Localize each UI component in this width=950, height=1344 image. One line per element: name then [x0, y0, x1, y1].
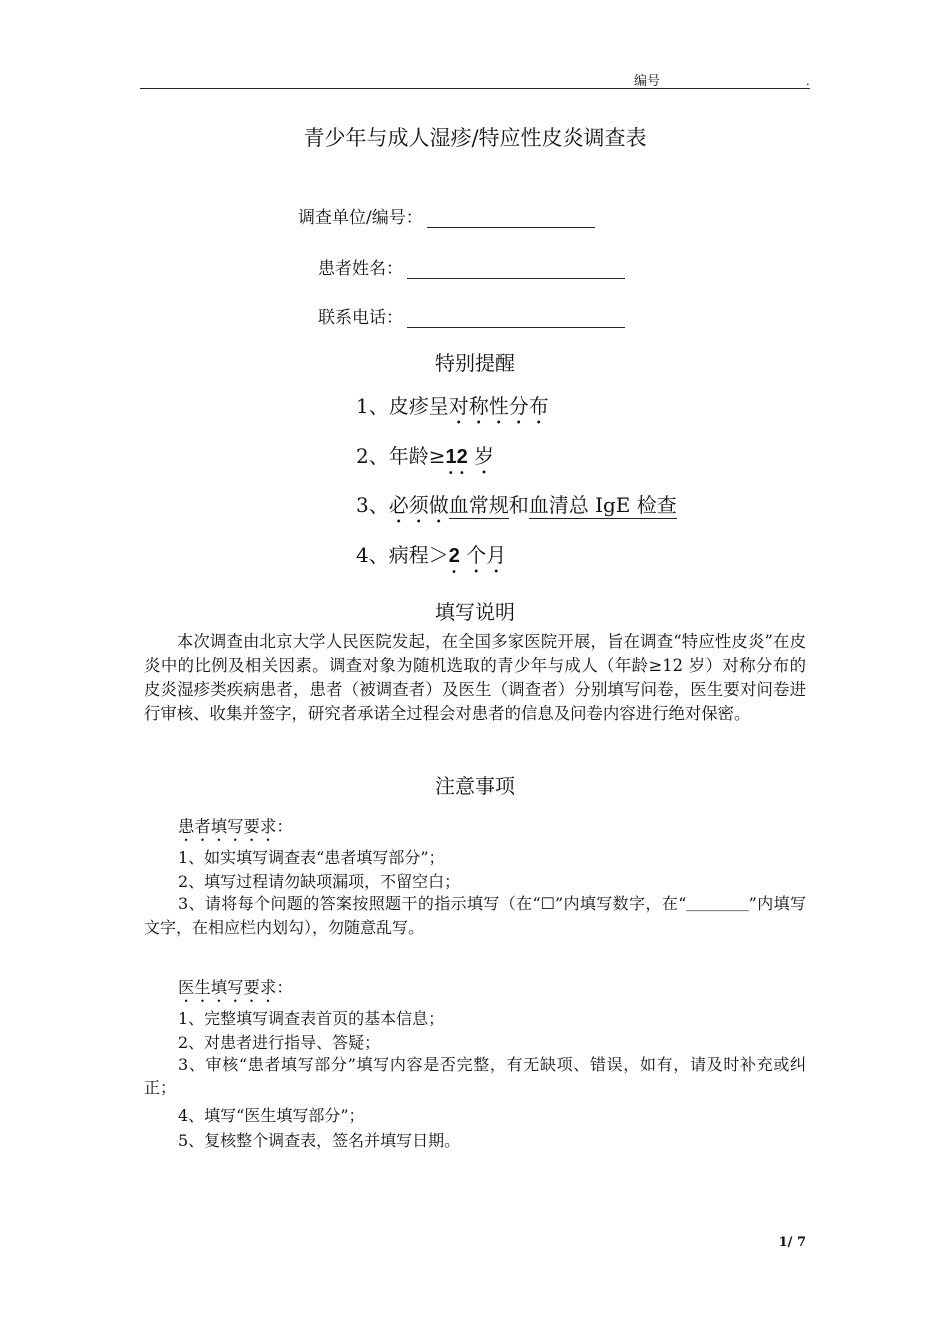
survey-unit-input[interactable]	[427, 209, 595, 228]
patient-name-field: 患者姓名：	[318, 254, 625, 279]
doctor-requirement-1: 1、完整填写调查表首页的基本信息；	[178, 1009, 445, 1028]
phone-input[interactable]	[407, 309, 625, 328]
patient-requirement-1: 1、如实填写调查表“患者填写部分”；	[178, 848, 445, 867]
reminder-item-3: 3、必须做血常规和血清总 IgE 检查	[356, 493, 677, 517]
survey-unit-field: 调查单位/编号：	[298, 203, 595, 228]
patient-name-input[interactable]	[407, 260, 625, 279]
phone-field: 联系电话：	[318, 303, 625, 328]
doctor-requirement-2: 2、对患者进行指导、答疑；	[178, 1033, 381, 1052]
doctor-requirement-5: 5、复核整个调查表，签名并填写日期。	[178, 1131, 461, 1150]
doctor-requirement-3: 3、审核“患者填写部分”填写内容是否完整，有无缺项、错误，如有，请及时补充或纠正；	[144, 1055, 806, 1097]
patient-requirement-3: 3、请将每个问题的答案按照题干的指示填写（在“☐”内填写数字，在“_______”内填写文字，在相应栏内划勾），勿随意乱写。	[144, 894, 806, 937]
reminder-item-2: 2、年龄≥12 岁	[356, 444, 495, 468]
document-number-label: 编号 .	[634, 73, 810, 88]
doctor-requirements-title: 医生填写要求：	[178, 978, 293, 997]
page-title: 青少年与成人湿疹/特应性皮炎调查表	[303, 126, 647, 150]
patient-requirements-title: 患者填写要求：	[178, 817, 293, 836]
doctor-requirement-4: 4、填写“医生填写部分”；	[178, 1106, 365, 1125]
patient-requirement-2: 2、填写过程请勿缺项漏项，不留空白；	[178, 872, 461, 891]
header-rule	[140, 88, 810, 89]
instructions-heading: 填写说明	[435, 600, 515, 624]
reminder-item-1: 1、皮疹呈对称性分布	[356, 394, 549, 418]
notes-heading: 注意事项	[435, 774, 515, 798]
reminder-item-4: 4、病程＞2 个月	[356, 543, 507, 567]
reminder-heading: 特别提醒	[435, 351, 515, 375]
page-number: 1/ 7	[778, 1235, 806, 1250]
instructions-body: 本次调查由北京大学人民医院发起，在全国多家医院开展，旨在调查“特应性皮炎”在皮炎中的比例及相关因素。调查对象为随机选取的青少年与成人（年龄≥12 岁）对称分布的皮炎湿疹类疾病患者，患者（被调查者）及医生（调查者）分别填写问卷，医生要对问卷进行审核、收集并签字，研究者承诺全过程会对患者的信息及问卷内容进行绝对保密。	[144, 632, 806, 723]
